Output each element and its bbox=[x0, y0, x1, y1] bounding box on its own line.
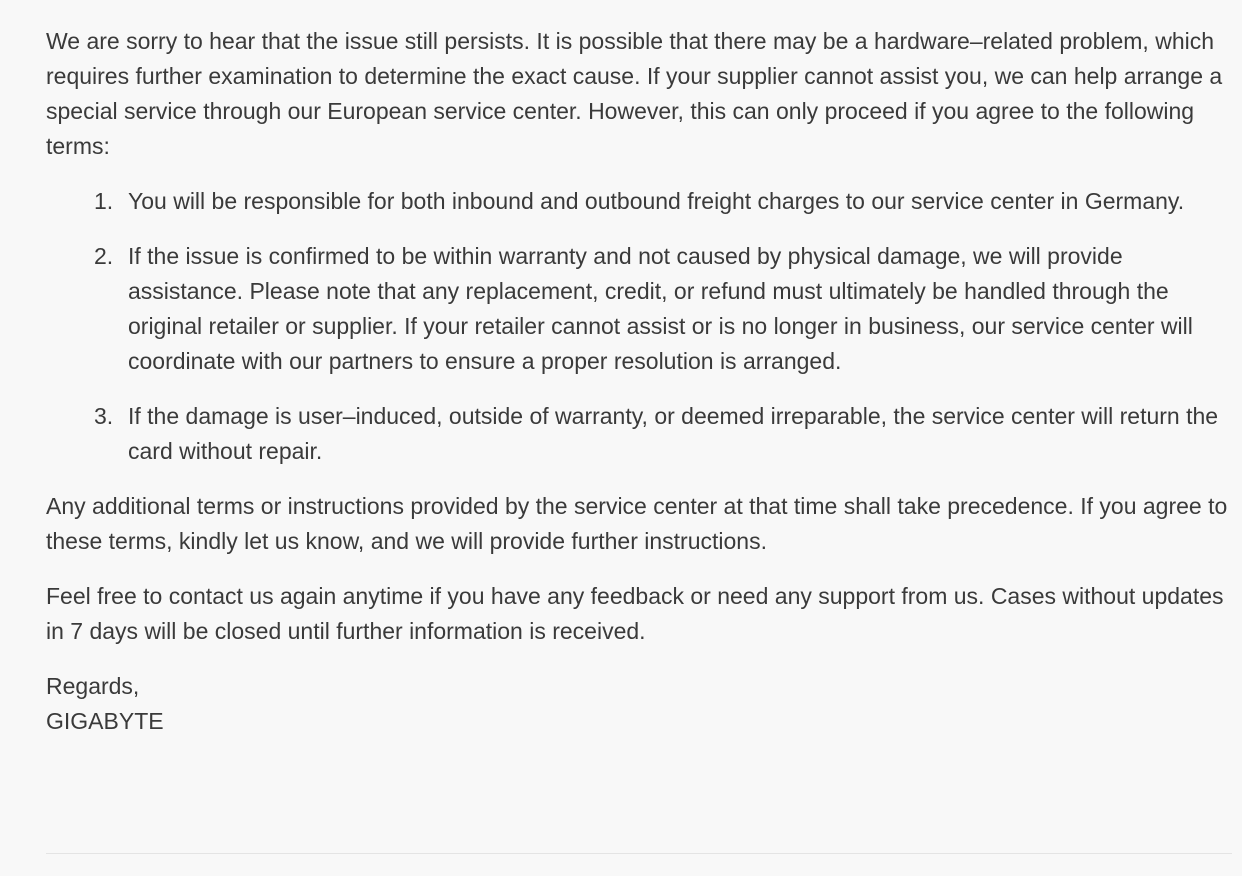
list-item bbox=[94, 399, 1236, 469]
list-item bbox=[94, 239, 1236, 379]
closing-note-paragraph: Feel free to contact us again anytime if you have any feedback or need any support from us. Cases without updates in 7 days will be closed until further information is received. bbox=[46, 583, 1224, 644]
intro-paragraph: We are sorry to hear that the issue still persists. It is possible that there may be a hardware–related problem, which requires further examination to determine the exact cause. If your supplier cannot assist you, we can help arrange a special service through our European service center. However, this can only proceed if you agree to the following terms: bbox=[46, 28, 1223, 159]
regards-line: Regards, bbox=[46, 673, 140, 699]
email-message-body bbox=[46, 24, 1236, 739]
list-item-number: 2. bbox=[94, 243, 114, 269]
list-item-text: If the damage is user–induced, outside of warranty, or deemed irreparable, the service center will return the card without repair. bbox=[128, 403, 1219, 464]
list-item-number: 1. bbox=[94, 188, 114, 214]
list-item-text: If the issue is confirmed to be within warranty and not caused by physical damage, we will provide assistance. Please note that any replacement, credit, or refund must ultimately be handled through the original retailer or supplier. If your retailer cannot assist or is no longer in business, our service center will coordinate with our partners to ensure a proper resolution is arranged. bbox=[128, 243, 1193, 374]
signature: GIGABYTE bbox=[46, 708, 164, 734]
divider bbox=[46, 853, 1232, 854]
additional-terms-paragraph: Any additional terms or instructions provided by the service center at that time shall take precedence. If you agree to these terms, kindly let us know, and we will provide further instructions. bbox=[46, 493, 1228, 554]
terms-list bbox=[46, 184, 1236, 469]
list-item-number: 3. bbox=[94, 403, 114, 429]
list-item-text: You will be responsible for both inbound and outbound freight charges to our service center in Germany. bbox=[128, 188, 1185, 214]
list-item bbox=[94, 184, 1236, 219]
